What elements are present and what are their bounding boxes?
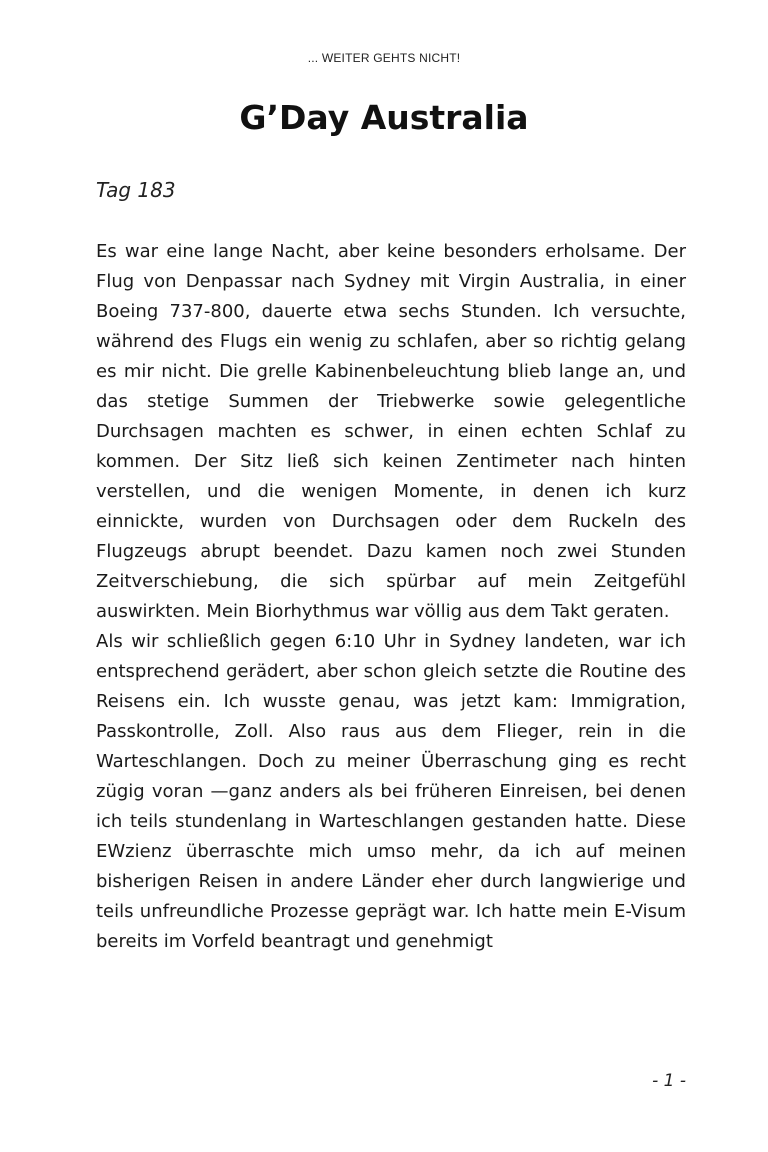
- running-header: ... WEITER GEHTS NICHT!: [307, 51, 461, 65]
- page-number: - 1 -: [652, 1071, 686, 1091]
- chapter-title: G’Day Australia: [239, 98, 529, 137]
- day-label: Tag 183: [96, 178, 176, 202]
- body-text: [96, 237, 686, 957]
- paragraph-2: Als wir schließlich gegen 6:10 Uhr in Sydney landeten, war ich entsprechend gerädert, aber schon gleich setzte die Routine des Reisens ein. Ich wusste genau, was jetzt kam: Immigration, Passkontrolle, Zoll. Also raus aus dem Flieger, rein in die Warteschlangen. Doch zu meiner Überraschung ging es recht zügig voran —ganz anders als bei früheren Einreisen, bei denen ich teils stundenlang in Warteschlangen gestanden hatte. Diese EWzienz überraschte mich umso mehr, da ich auf meinen bisherigen Reisen in andere Länder eher durch langwierige und teils unfreundliche Prozesse geprägt war. Ich hatte mein E-Visum bereits im Vorfeld beantragt und genehmigt: [96, 631, 686, 952]
- paragraph-1: Es war eine lange Nacht, aber keine besonders erholsame. Der Flug von Denpassar nach Sydney mit Virgin Australia, in einer Boeing 737-800, dauerte etwa sechs Stunden. Ich versuchte, während des Flugs ein wenig zu schlafen, aber so richtig gelang es mir nicht. Die grelle Kabinenbeleuchtung blieb lange an, und das stetige Summen der Triebwerke sowie gelegentliche Durchsagen machten es schwer, in einen echten Schlaf zu kommen. Der Sitz ließ sich keinen Zentimeter nach hinten verstellen, und die wenigen Momente, in denen ich kurz einnickte, wurden von Durchsagen oder dem Ruckeln des Flugzeugs abrupt beendet. Dazu kamen noch zwei Stunden Zeitverschiebung, die sich spürbar auf mein Zeitgefühl auswirkten. Mein Biorhythmus war völlig aus dem Takt geraten.: [96, 241, 686, 622]
